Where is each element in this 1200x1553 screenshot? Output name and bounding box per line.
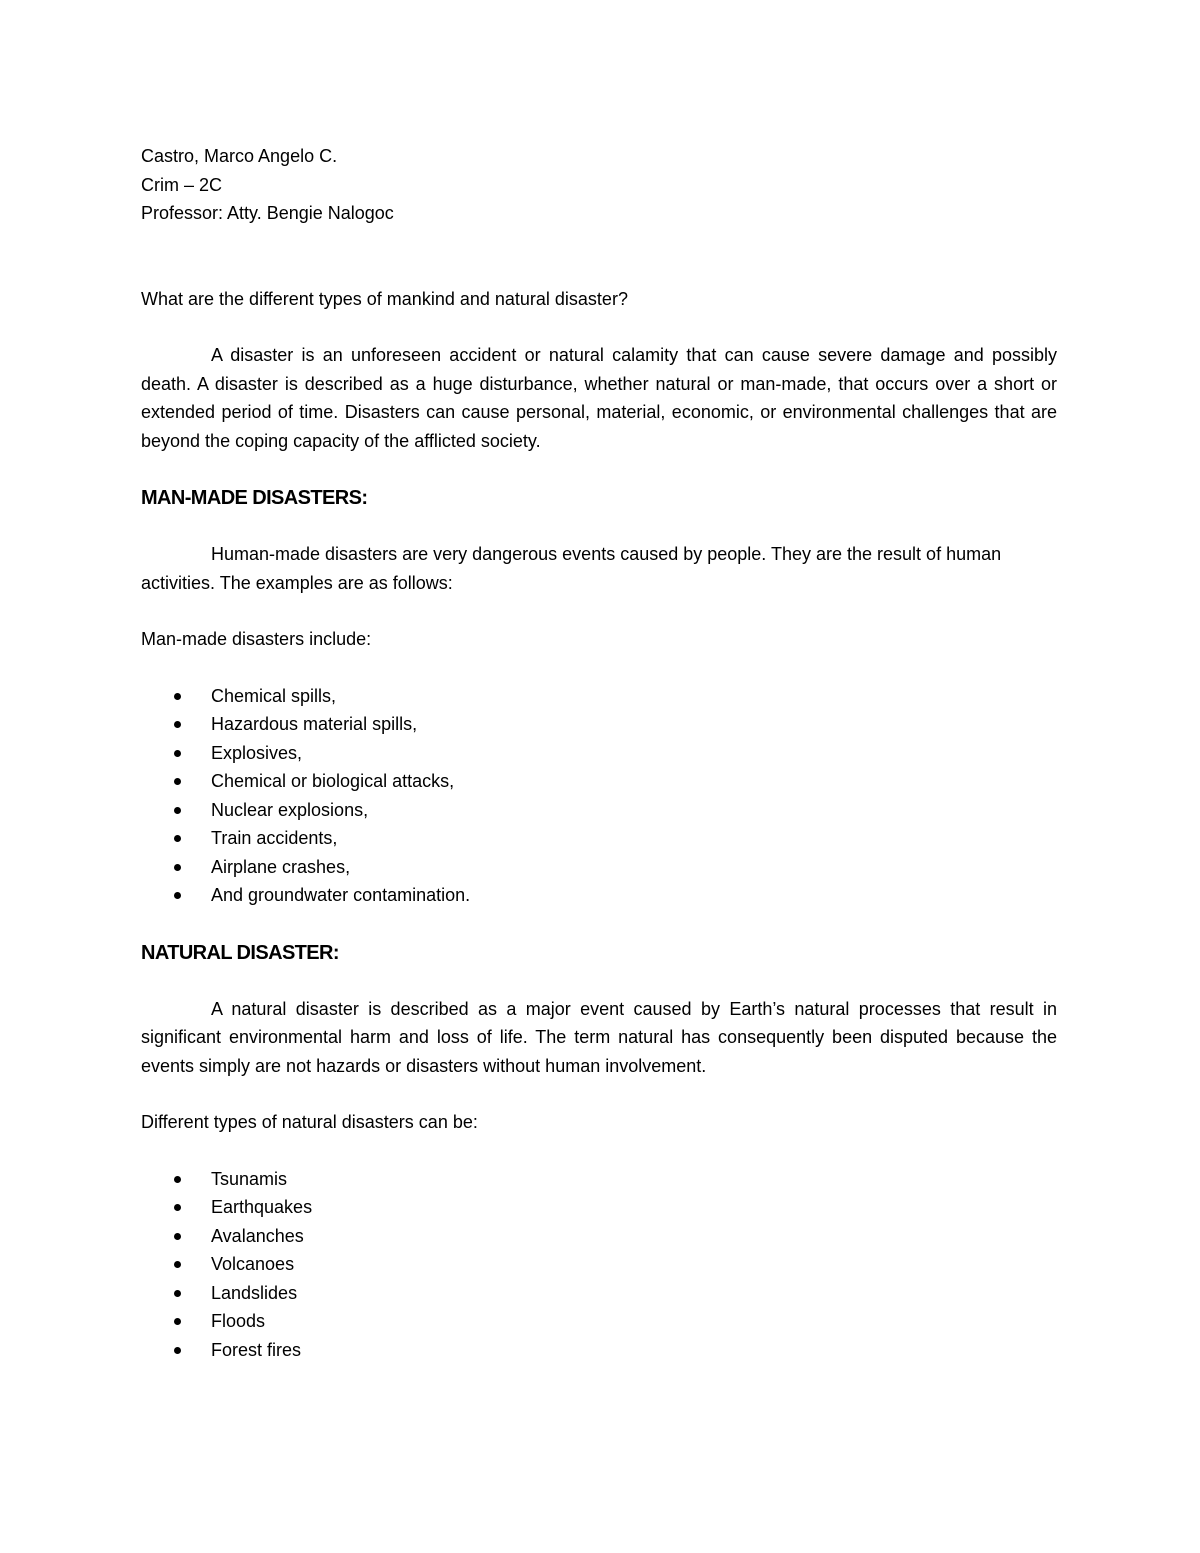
spacer [141, 968, 1057, 995]
list-item: Floods [141, 1307, 1057, 1336]
bullet-icon [174, 750, 181, 757]
list-item: Avalanches [141, 1222, 1057, 1251]
spacer [141, 228, 1057, 285]
intro-paragraph: A disaster is an unforeseen accident or natural calamity that can cause severe damage and possibly death. A disaster is described as a huge disturbance, whether natural or man-made, that occurs over a short or extended period of time. Disasters can cause personal, material, economic, or environmental challenges that are beyond the coping capacity of the afflicted society. [141, 345, 1057, 451]
document-content [141, 142, 1057, 1364]
professor-name: Professor: Atty. Bengie Nalogoc [141, 203, 394, 223]
list-item: Forest fires [141, 1336, 1057, 1365]
bullet-icon [174, 693, 181, 700]
question-text: What are the different types of mankind and natural disaster? [141, 288, 628, 309]
natural-paragraph: A natural disaster is described as a major event caused by Earth’s natural processes that result in significant environmental harm and loss of life. The term natural has consequently been disputed because the events simply are not hazards or disasters without human involvement. [141, 998, 1057, 1076]
student-name: Castro, Marco Angelo C. [141, 146, 338, 166]
bullet-icon [174, 864, 181, 871]
bullet-icon [174, 778, 181, 785]
list-item: Nuclear explosions, [141, 796, 1057, 825]
spacer [141, 654, 1057, 682]
man-made-list-intro: Man-made disasters include: [141, 629, 372, 649]
bullet-icon [174, 1347, 181, 1354]
list-item: Volcanoes [141, 1250, 1057, 1279]
bullet-icon [174, 721, 181, 728]
bullet-icon [174, 1290, 181, 1297]
list-item: Explosives, [141, 739, 1057, 768]
list-item: Chemical or biological attacks, [141, 767, 1057, 796]
bullet-icon [174, 1233, 181, 1240]
spacer [141, 455, 1057, 483]
list-item: Airplane crashes, [141, 853, 1057, 882]
course-section: Crim – 2C [141, 174, 223, 195]
spacer [141, 910, 1057, 938]
bullet-icon [174, 1204, 181, 1211]
spacer [141, 597, 1057, 625]
list-item: Train accidents, [141, 824, 1057, 853]
bullet-icon [174, 835, 181, 842]
bullet-icon [174, 892, 181, 899]
list-item: Tsunamis [141, 1165, 1057, 1194]
spacer [141, 1080, 1057, 1108]
list-item: Chemical spills, [141, 682, 1057, 711]
natural-list-intro: Different types of natural disasters can be: [141, 1112, 478, 1132]
bullet-icon [174, 1318, 181, 1325]
natural-heading: NATURAL DISASTER: [141, 941, 339, 964]
man-made-paragraph: Human-made disasters are very dangerous events caused by people. They are the result of human activities. The examples are as follows: [141, 544, 1002, 593]
list-item: And groundwater contamination. [141, 881, 1057, 910]
bullet-icon [174, 1261, 181, 1268]
spacer [141, 313, 1057, 341]
man-made-list [141, 682, 1057, 910]
bullet-icon [174, 1176, 181, 1183]
man-made-heading: MAN-MADE DISASTERS: [141, 487, 368, 509]
list-item: Landslides [141, 1279, 1057, 1308]
list-item: Earthquakes [141, 1193, 1057, 1222]
bullet-icon [174, 807, 181, 814]
spacer [141, 1137, 1057, 1165]
spacer [141, 513, 1057, 540]
natural-list [141, 1165, 1057, 1365]
list-item: Hazardous material spills, [141, 710, 1057, 739]
